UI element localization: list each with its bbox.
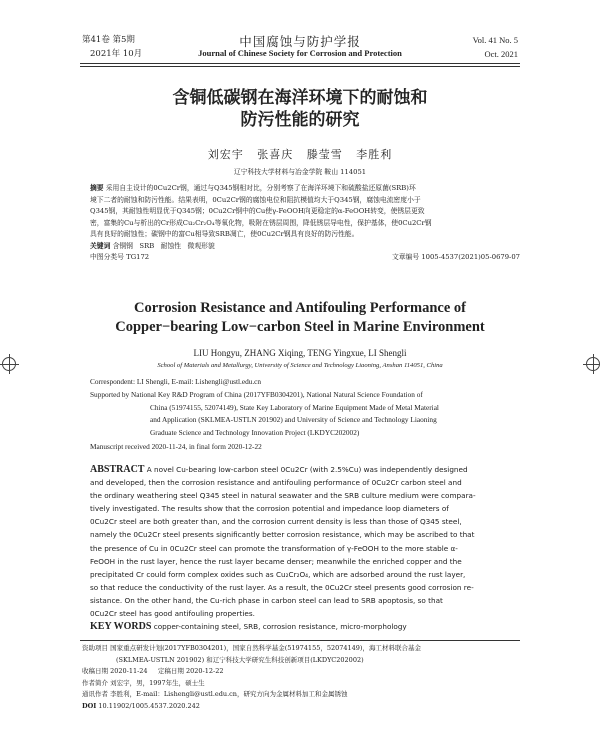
en-correspondent: Correspondent: LI Shengli, E-mail: Lishengli@ustl.edu.cn	[90, 377, 262, 386]
cn-abstract-line: Q345钢，其耐蚀性明显优于Q345钢；0Cu2Cr钢中的Cu使γ-FeOOH向更稳定的α-FeOOH转变，使锈层更致	[90, 207, 425, 215]
received-value: 2020-11-24	[110, 667, 148, 675]
en-abstract-line: precipitated Cr could form complex oxides such as Cu₂Cr₂O₄, which are adsorbed around the rust layer,	[90, 569, 466, 579]
cn-authors: 刘宏宇 张喜庆 滕莹雪 李胜利	[207, 148, 393, 161]
en-title-line2: Copper−bearing Low−carbon Steel in Marine Environment	[115, 319, 485, 335]
cn-abstract-line: 采用自主设计的0Cu2Cr钢，通过与Q345钢相对比，分别考察了在海洋环境下和硫酸盐还原菌(SRB)环	[105, 184, 416, 192]
received-label: 收稿日期	[82, 667, 108, 675]
cn-keywords: 含铜钢 SRB 耐蚀性 微观形貌	[112, 241, 215, 250]
en-abstract-line: A novel Cu-bearing low-carbon steel 0Cu2Cr (with 2.5%Cu) was independently designed	[146, 465, 468, 474]
cn-keywords-label: 关键词	[90, 241, 111, 250]
doi-value: 10.11902/1005.4537.2020.242	[98, 701, 200, 710]
en-abstract-line: the presence of Cu in 0Cu2Cr steel can promote the transformation of γ-FeOOH to the more stable α-	[90, 543, 458, 553]
en-support	[90, 389, 520, 439]
en-manuscript-dates: Manuscript received 2020-11-24, in final form 2020-12-22	[90, 442, 262, 451]
cn-doc-label: 文章编号	[391, 253, 420, 261]
volume-issue-en: Vol. 41 No. 5	[472, 35, 518, 45]
en-abstract-line: FeOOH in the rust layer, hence the rust layer became denser; meanwhile the enriched copper and the	[90, 556, 462, 566]
fund-line1: 国家重点研发计划(2017YFB0304201)，国家自然科学基金(51974155，52074149)，海工材料联合基金	[110, 644, 421, 652]
cn-abstract	[90, 183, 520, 264]
en-abstract-line: 0Cu2Cr steel has good antifouling properties.	[90, 609, 255, 619]
en-abstract-label: ABSTRACT	[90, 464, 145, 475]
header-rule-bottom	[80, 66, 520, 67]
date-en: Oct. 2021	[484, 49, 518, 59]
cn-title-line2: 防污性能的研究	[240, 110, 360, 130]
en-keywords-label: KEY WORDS	[90, 621, 152, 633]
journal-title-en: Journal of Chinese Society for Corrosion and Protection	[198, 48, 402, 58]
cn-abstract-label: 摘要	[90, 184, 104, 192]
cn-doc-value: 1005-4537(2021)05-0679-07	[421, 253, 520, 261]
en-abstract-line: the ordinary weathering steel Q345 steel in natural seawater and the SRB culture medium were compara-	[90, 491, 476, 501]
final-label: 定稿日期	[157, 667, 184, 675]
en-abstract-line: so that reduce the conductivity of the rust layer. As a result, the 0Cu2Cr steel presents good corrosion re-	[90, 582, 474, 592]
fund-line2: (SKLMEA-USTLN 201902) 和辽宁科技大学研究生科技创新项目(LKDYC202002)	[116, 655, 364, 664]
header-rule-top	[80, 63, 520, 64]
footnote-rule	[80, 640, 520, 641]
support-line: China (51974155, 52074149), State Key Laboratory of Marine Equipment Made of Metal Material	[150, 402, 439, 412]
cn-class-value: TG172	[126, 253, 150, 261]
fund-label: 资助项目	[82, 644, 108, 652]
en-abstract-line: and developed, then the corrosion resistance and antifouling performance of 0Cu2Cr carbon steel and	[90, 478, 462, 488]
author-label: 作者简介	[82, 678, 108, 687]
cn-abstract-line: 境下二者的耐蚀和防污性能。结果表明，0Cu2Cr钢的腐蚀电位和阻抗模值均大于Q345钢，腐蚀电流密度小于	[90, 195, 421, 204]
cn-class-label: 中图分类号	[90, 253, 124, 261]
contact-label: 通讯作者	[82, 690, 108, 698]
cn-affiliation: 辽宁科技大学材料与冶金学院 鞍山 114051	[233, 168, 367, 176]
volume-issue-cn: 第41卷 第5期	[82, 35, 135, 45]
en-abstract-line: namely the 0Cu2Cr steel presents significantly better corrosion resistance, which may be ascribed to that	[90, 530, 475, 540]
en-authors: LIU Hongyu, ZHANG Xiqing, TENG Yingxue, LI Shengli	[193, 348, 407, 358]
journal-title-cn: 中国腐蚀与防护学报	[239, 34, 361, 49]
doi-label: DOI	[82, 701, 97, 710]
en-abstract	[90, 463, 520, 633]
en-title-line1: Corrosion Resistance and Antifouling Performance of	[134, 300, 466, 316]
support-line: Supported by National Key R&D Program of China (2017YFB0304201), National Natural Science Foundation of	[90, 390, 423, 399]
en-abstract-line: 0Cu2Cr steel are both greater than, and the corrosion current density is less than those of Q345 steel,	[90, 517, 462, 527]
support-line: Graduate Science and Technology Innovation Project (LKDYC202002)	[150, 427, 360, 437]
en-affiliation: School of Materials and Metallurgy, University of Science and Technology Liaoning, Anshan 114051, China	[157, 362, 443, 369]
final-value: 2020-12-22	[185, 667, 224, 675]
en-keywords: copper-containing steel, SRB, corrosion resistance, micro-morphology	[153, 622, 407, 632]
en-abstract-line: tively investigated. The results show that the corrosion potential and impedance loop diameters of	[90, 504, 449, 514]
cn-abstract-line: 密，富集的Cu与析出的Cr形成Cu₂Cr₂O₄等氧化物，吸附在锈层周围，降低锈层导电性，保护基体，使0Cu2Cr钢	[90, 218, 432, 227]
cn-title-line1: 含铜低碳钢在海洋环境下的耐蚀和	[172, 88, 428, 108]
en-abstract-line: sistance. On the other hand, the Cu-rich phase in carbon steel can lead to SRB apoptosis, so that	[90, 595, 443, 605]
date-cn: 2021年 10月	[90, 49, 143, 59]
contact-value: 李胜利，E-mail：Lishengli@ustl.edu.cn，研究方向为金属材料加工和金属锈蚀	[110, 690, 348, 698]
support-line: and Application (SKLMEA-USTLN 201902) and University of Science and Technology Liaoning	[150, 415, 437, 424]
footnote	[82, 643, 522, 712]
author-value: 刘宏宇，男，1997年生，硕士生	[110, 678, 205, 687]
cn-abstract-line: 具有良好的耐蚀性；碳钢中的富Cu相导致SRB凋亡，使0Cu2Cr钢具有良好的防污性能。	[90, 230, 359, 238]
